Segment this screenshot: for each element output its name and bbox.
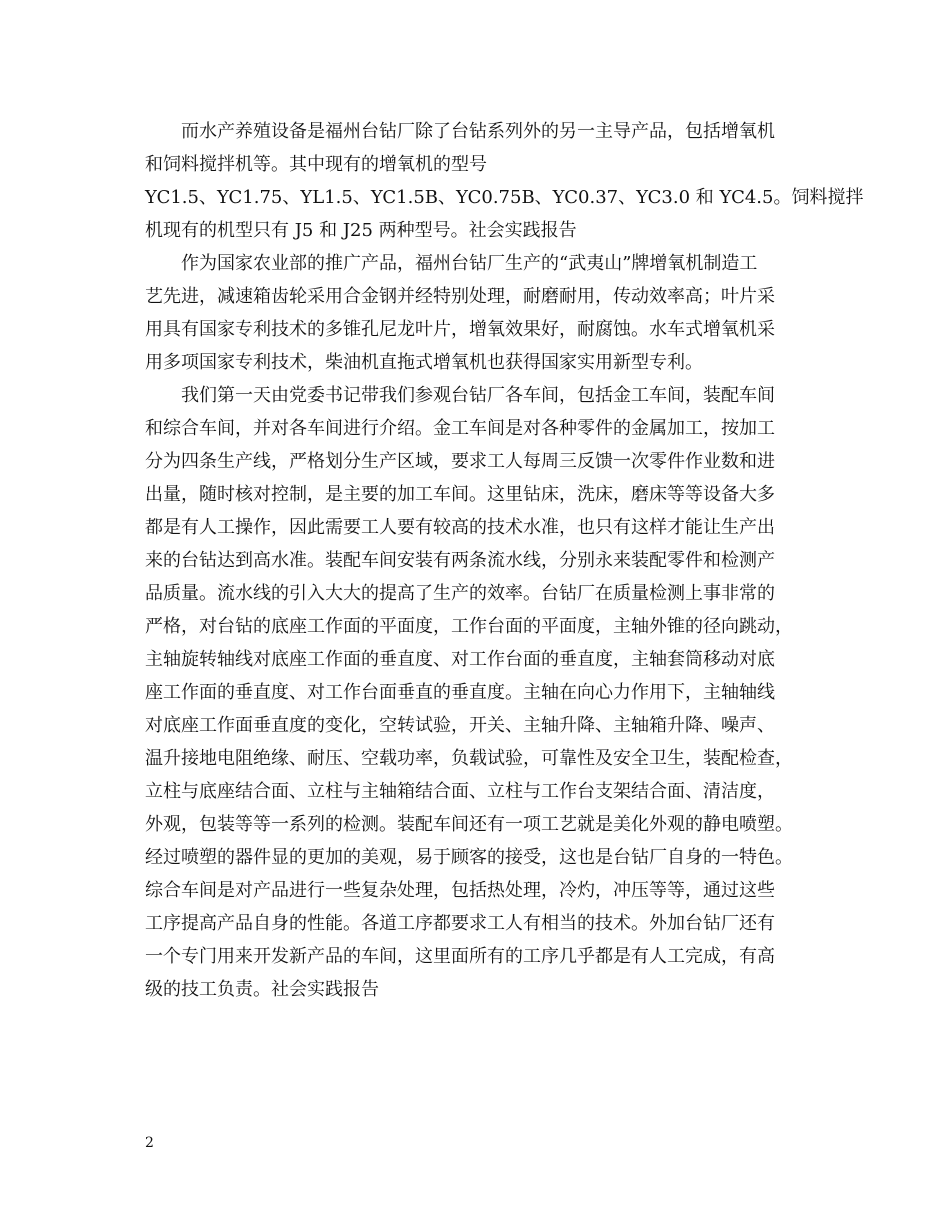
text-line: 用具有国家专利技术的多锥孔尼龙叶片，增氧效果好，耐腐蚀。水车式增氧机采 [145,319,775,340]
text-line: 来的台钻达到高水准。装配车间安装有两条流水线，分别永来装配零件和检测产 [145,550,775,571]
text-line: 严格，对台钻的底座工作面的平面度，工作台面的平面度，主轴外锥的径向跳动， [145,616,793,637]
text-line: 我们第一天由党委书记带我们参观台钻厂各车间，包括金工车间，装配车间 [181,385,775,406]
paragraph-wuyishan-aerator [145,247,807,379]
text-line: 艺先进，减速箱齿轮采用合金钢并经特别处理，耐磨耐用，传动效率高；叶片采 [145,286,775,307]
text-line: 工序提高产品自身的性能。各道工序都要求工人有相当的技术。外加台钻厂还有 [145,913,775,934]
text-line: 级的技工负责。社会实践报告 [145,979,379,1000]
text-line: 分为四条生产线，严格划分生产区域，要求工人每周三反馈一次零件作业数和进 [145,451,775,472]
text-line: 而水产养殖设备是福州台钻厂除了台钻系列外的另一主导产品，包括增氧机 [181,121,775,142]
text-line: 主轴旋转轴线对底座工作面的垂直度、对工作台面的垂直度，主轴套筒移动对底 [145,649,775,670]
text-line: 温升接地电阻绝缘、耐压、空载功率，负载试验，可靠性及安全卫生，装配检查， [145,748,793,769]
text-line: 经过喷塑的器件显的更加的美观，易于顾客的接受，这也是台钻厂自身的一特色。 [145,847,793,868]
text-line: 和综合车间，并对各车间进行介绍。金工车间是对各种零件的金属加工，按加工 [145,418,775,439]
page-number: 2 [145,1135,154,1151]
text-line: YC1.5、YC1.75、YL1.5、YC1.5B、YC0.75B、YC0.37、YC3.0 和 YC4.5。饲料搅拌 [145,187,864,208]
text-line: 品质量。流水线的引入大大的提高了生产的效率。台钻厂在质量检测上事非常的 [145,583,775,604]
text-line: 都是有人工操作，因此需要工人要有较高的技术水准，也只有这样才能让生产出 [145,517,775,538]
paragraph-workshop-visit [145,379,807,1006]
paragraph-aquaculture-equipment [145,115,864,247]
text-line: 一个专门用来开发新产品的车间，这里面所有的工序几乎都是有人工完成，有高 [145,946,775,967]
text-line: 座工作面的垂直度、对工作台面垂直的垂直度。主轴在向心力作用下，主轴轴线 [145,682,775,703]
text-line: 作为国家农业部的推广产品，福州台钻厂生产的“武夷山”牌增氧机制造工 [181,253,758,274]
text-line: 机现有的机型只有 J5 和 J25 两种型号。社会实践报告 [145,220,577,241]
text-line: 用多项国家专利技术，柴油机直拖式增氧机也获得国家实用新型专利。 [145,352,703,373]
text-line: 对底座工作面垂直度的变化，空转试验，开关、主轴升降、主轴箱升降、噪声、 [145,715,775,736]
body-text [145,115,864,1006]
text-line: 外观，包装等等一系列的检测。装配车间还有一项工艺就是美化外观的静电喷塑。 [145,814,793,835]
text-line: 立柱与底座结合面、立柱与主轴箱结合面、立柱与工作台支架结合面、清洁度， [145,781,775,802]
text-line: 综合车间是对产品进行一些复杂处理，包括热处理，冷灼，冲压等等，通过这些 [145,880,775,901]
text-line: 和饲料搅拌机等。其中现有的增氧机的型号 [145,154,487,175]
text-line: 出量，随时核对控制，是主要的加工车间。这里钻床，洗床，磨床等等设备大多 [145,484,775,505]
